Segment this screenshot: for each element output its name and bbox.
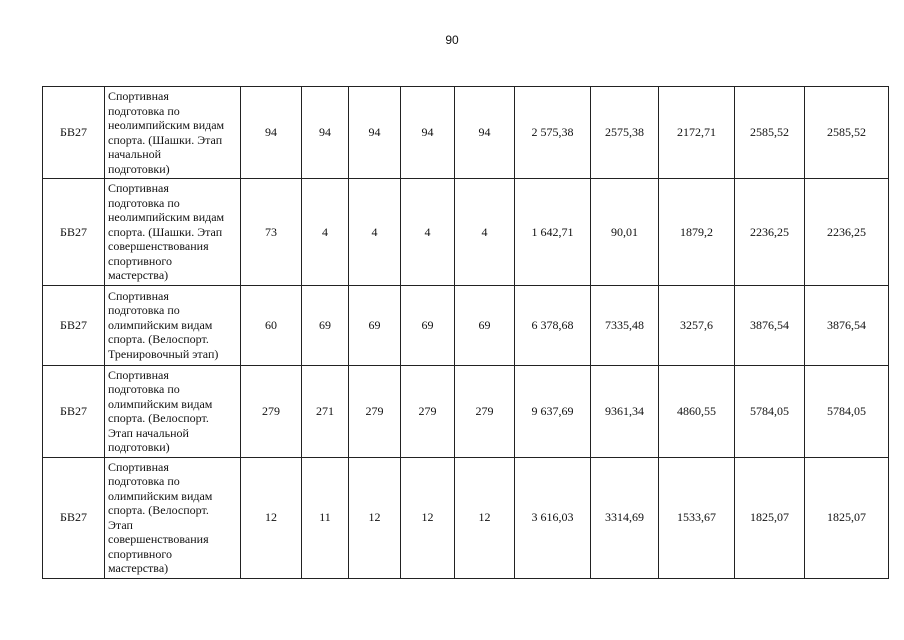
value-cell: 69 <box>401 285 455 365</box>
value-cell: 94 <box>401 87 455 179</box>
value-cell: 94 <box>349 87 401 179</box>
value-cell: 69 <box>302 285 349 365</box>
value-cell: 90,01 <box>591 179 659 286</box>
value-cell: 12 <box>401 457 455 578</box>
table-row <box>43 179 889 286</box>
table-row <box>43 87 889 179</box>
value-cell: 4 <box>455 179 515 286</box>
value-cell: 5784,05 <box>735 365 805 457</box>
value-cell: 2585,52 <box>805 87 889 179</box>
value-cell: 11 <box>302 457 349 578</box>
table-row <box>43 365 889 457</box>
value-cell: 279 <box>401 365 455 457</box>
value-cell: 2236,25 <box>735 179 805 286</box>
value-cell: 1879,2 <box>659 179 735 286</box>
value-cell: 279 <box>455 365 515 457</box>
value-cell: 279 <box>241 365 302 457</box>
row-code: БВ27 <box>43 285 105 365</box>
row-code: БВ27 <box>43 365 105 457</box>
row-description: Спортивная подготовка по олимпийским видам спорта. (Велоспорт. Этап совершенствования спортивного мастерства) <box>105 457 241 578</box>
value-cell: 4860,55 <box>659 365 735 457</box>
row-description: Спортивная подготовка по олимпийским видам спорта. (Велоспорт. Тренировочный этап) <box>105 285 241 365</box>
row-description: Спортивная подготовка по неолимпийским видам спорта. (Шашки. Этап начальной подготовки) <box>105 87 241 179</box>
value-cell: 12 <box>455 457 515 578</box>
row-description: Спортивная подготовка по неолимпийским видам спорта. (Шашки. Этап совершенствования спортивного мастерства) <box>105 179 241 286</box>
value-cell: 271 <box>302 365 349 457</box>
value-cell: 69 <box>455 285 515 365</box>
value-cell: 7335,48 <box>591 285 659 365</box>
value-cell: 1 642,71 <box>515 179 591 286</box>
value-cell: 69 <box>349 285 401 365</box>
value-cell: 94 <box>455 87 515 179</box>
row-code: БВ27 <box>43 179 105 286</box>
value-cell: 1533,67 <box>659 457 735 578</box>
value-cell: 2585,52 <box>735 87 805 179</box>
value-cell: 4 <box>349 179 401 286</box>
budget-table <box>42 86 889 579</box>
value-cell: 9361,34 <box>591 365 659 457</box>
value-cell: 2172,71 <box>659 87 735 179</box>
value-cell: 2575,38 <box>591 87 659 179</box>
value-cell: 4 <box>302 179 349 286</box>
row-code: БВ27 <box>43 457 105 578</box>
value-cell: 3876,54 <box>805 285 889 365</box>
row-description: Спортивная подготовка по олимпийским видам спорта. (Велоспорт. Этап начальной подготовки) <box>105 365 241 457</box>
table-row <box>43 285 889 365</box>
value-cell: 3876,54 <box>735 285 805 365</box>
value-cell: 1825,07 <box>735 457 805 578</box>
value-cell: 5784,05 <box>805 365 889 457</box>
value-cell: 9 637,69 <box>515 365 591 457</box>
row-code: БВ27 <box>43 87 105 179</box>
value-cell: 279 <box>349 365 401 457</box>
table-row <box>43 457 889 578</box>
value-cell: 60 <box>241 285 302 365</box>
value-cell: 94 <box>302 87 349 179</box>
value-cell: 1825,07 <box>805 457 889 578</box>
value-cell: 6 378,68 <box>515 285 591 365</box>
value-cell: 73 <box>241 179 302 286</box>
value-cell: 12 <box>349 457 401 578</box>
page-number: 90 <box>445 33 459 47</box>
value-cell: 3257,6 <box>659 285 735 365</box>
value-cell: 2236,25 <box>805 179 889 286</box>
value-cell: 3314,69 <box>591 457 659 578</box>
value-cell: 12 <box>241 457 302 578</box>
value-cell: 2 575,38 <box>515 87 591 179</box>
value-cell: 94 <box>241 87 302 179</box>
value-cell: 3 616,03 <box>515 457 591 578</box>
value-cell: 4 <box>401 179 455 286</box>
